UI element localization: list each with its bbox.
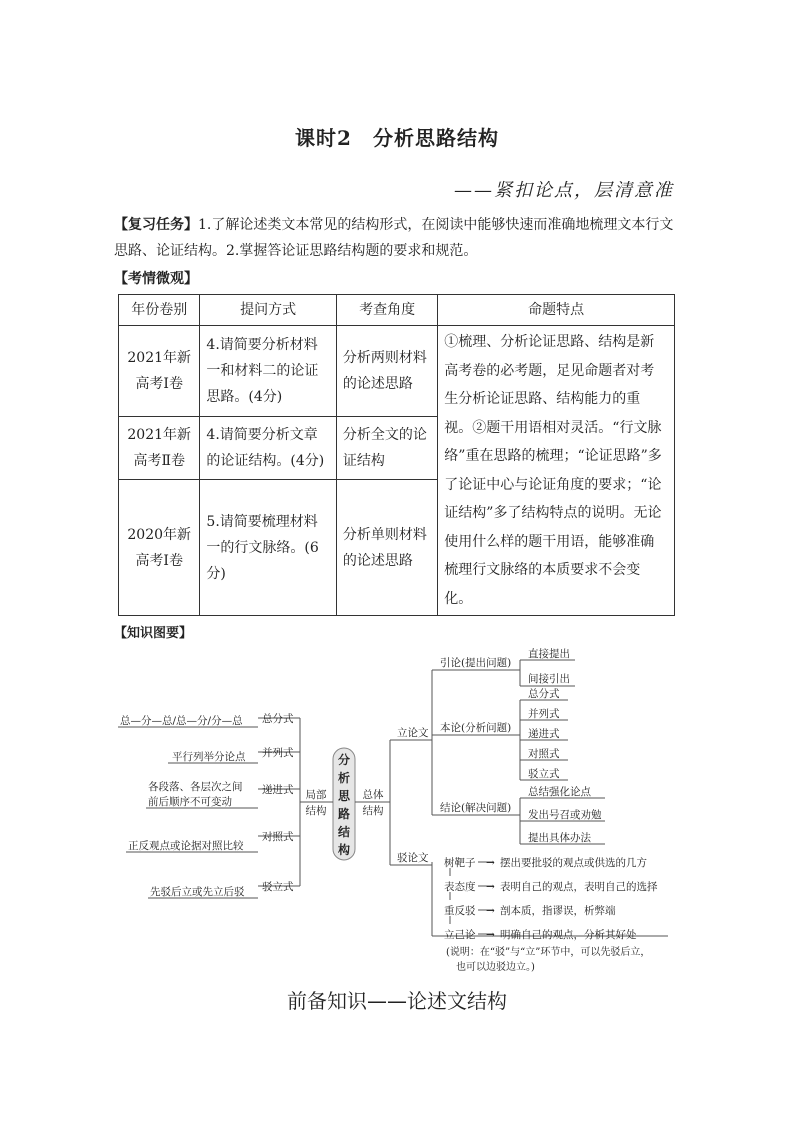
review-task — [114, 212, 682, 264]
local-structure-label: 结构 — [305, 805, 327, 817]
lilun-item: 驳立式 — [528, 768, 560, 780]
lilun-part: 结论(解决问题) — [440, 802, 512, 814]
lilun-item: 对照式 — [528, 748, 560, 760]
arrow-glyph: → — [486, 929, 495, 941]
lilun-part: 引论(提出问题) — [440, 657, 512, 669]
lilun-item: 发出号召或劝勉 — [528, 809, 602, 821]
table-row — [119, 326, 675, 417]
footer-title: 前备知识——论述文结构 — [287, 989, 507, 1013]
lilun-item: 总分式 — [528, 688, 560, 700]
local-type: 递进式 — [262, 784, 294, 796]
lilun-item: 直接提出 — [528, 648, 570, 660]
lilun-label: 立论文 — [397, 727, 429, 739]
arrow-glyph: → — [486, 857, 495, 869]
table-cell-features: ①梳理、分析论证思路、结构是新高考卷的必考题，足见命题者对考生分析论证思路、结构能力的重视。②题干用语相对灵活。“行文脉络”重在思路的梳理；“论证思路”多了论证中心与论证角度的要求；“论证结构”多了结构特点的说明。无论使用什么样的题干用语，能够准确梳理行文脉络的本质要求不会变化。 — [438, 326, 675, 616]
table-header: 提问方式 — [200, 295, 336, 326]
table-header: 考查角度 — [336, 295, 437, 326]
review-task-label: 【复习任务】 — [114, 217, 198, 233]
table-header: 命题特点 — [438, 295, 675, 326]
page-subtitle: ——紧扣论点，层清意准 — [454, 180, 674, 201]
table-cell-question: 5.请简要梳理材料一的行文脉络。(6分) — [200, 480, 336, 616]
mindmap-center-char: 思 — [337, 789, 351, 803]
overall-structure-label: 结构 — [362, 805, 384, 817]
lilun-item: 递进式 — [528, 728, 560, 740]
bolun-desc: 剖本质，指谬误，析弊端 — [500, 905, 616, 917]
lilun-item: 并列式 — [528, 708, 560, 720]
local-type: 对照式 — [262, 831, 294, 843]
mindmap-diagram — [0, 640, 794, 980]
local-type: 总分式 — [262, 713, 294, 725]
mindmap-center-char: 结 — [337, 825, 351, 839]
mindmap-center-char: 路 — [337, 807, 351, 821]
bolun-step: 立己论 — [444, 929, 476, 941]
mindmap-note: (说明：在“驳”与“立”环节中，可以先驳后立， — [446, 947, 651, 958]
table-cell-year: 2021年新高考Ⅰ卷 — [119, 326, 200, 417]
lilun-item: 间接引出 — [528, 673, 570, 685]
lilun-part: 本论(分析问题) — [440, 722, 512, 734]
exam-section-label: 【考情微观】 — [114, 271, 198, 287]
lilun-item: 提出具体办法 — [528, 832, 591, 844]
local-type-desc: 平行列举分论点 — [172, 751, 246, 763]
table-header: 年份卷别 — [119, 295, 200, 326]
local-type-desc: 先驳后立或先立后驳 — [150, 886, 245, 898]
lilun-item: 总结强化论点 — [528, 786, 591, 798]
local-type-desc: 正反观点或论据对照比较 — [128, 840, 244, 852]
local-structure-label: 局部 — [305, 789, 327, 801]
table-header-row — [119, 295, 675, 326]
review-task-text: 1.了解论述类文本常见的结构形式，在阅读中能够快速而准确地梳理文本行文思路、论证结构。2.掌握答论证思路结构题的要求和规范。 — [114, 217, 674, 259]
table-cell-angle: 分析单则材料的论述思路 — [336, 480, 437, 616]
exam-table — [118, 294, 675, 616]
bolun-step: 表态度 — [444, 881, 476, 893]
table-cell-question: 4.请简要分析文章的论证结构。(4分) — [200, 417, 336, 480]
table-cell-angle: 分析全文的论证结构 — [336, 417, 437, 480]
mindmap-center-char: 析 — [337, 771, 351, 785]
arrow-glyph: → — [486, 881, 495, 893]
local-type-desc: 各段落、各层次之间 — [148, 781, 243, 793]
bolun-step: 树靶子 — [444, 857, 476, 869]
page-title: 课时2 分析思路结构 — [295, 126, 499, 150]
local-type: 并列式 — [262, 747, 294, 759]
bolun-desc: 明确自己的观点，分析其好处 — [500, 929, 637, 941]
overall-structure-label: 总体 — [362, 789, 384, 801]
bolun-desc: 表明自己的观点，表明自己的选择 — [500, 881, 658, 893]
arrow-glyph: → — [486, 905, 495, 917]
mindmap-note: 也可以边驳边立。) — [456, 962, 535, 973]
local-type-desc: 前后顺序不可变动 — [148, 796, 232, 808]
table-cell-question: 4.请简要分析材料一和材料二的论证思路。(4分) — [200, 326, 336, 417]
bolun-desc: 摆出要批驳的观点或供选的几方 — [500, 857, 647, 869]
table-cell-angle: 分析两则材料的论述思路 — [336, 326, 437, 417]
mindmap-center-char: 构 — [337, 843, 351, 857]
table-cell-year: 2020年新高考Ⅰ卷 — [119, 480, 200, 616]
table-cell-year: 2021年新高考Ⅱ卷 — [119, 417, 200, 480]
local-type: 驳立式 — [262, 881, 294, 893]
bolun-label: 驳论文 — [397, 852, 429, 864]
bolun-step: 重反驳 — [444, 905, 476, 917]
mindmap-section-label: 【知识图要】 — [114, 626, 193, 641]
local-type-desc: 总—分—总/总—分/分—总 — [120, 715, 243, 727]
mindmap-center-char: 分 — [337, 753, 351, 767]
